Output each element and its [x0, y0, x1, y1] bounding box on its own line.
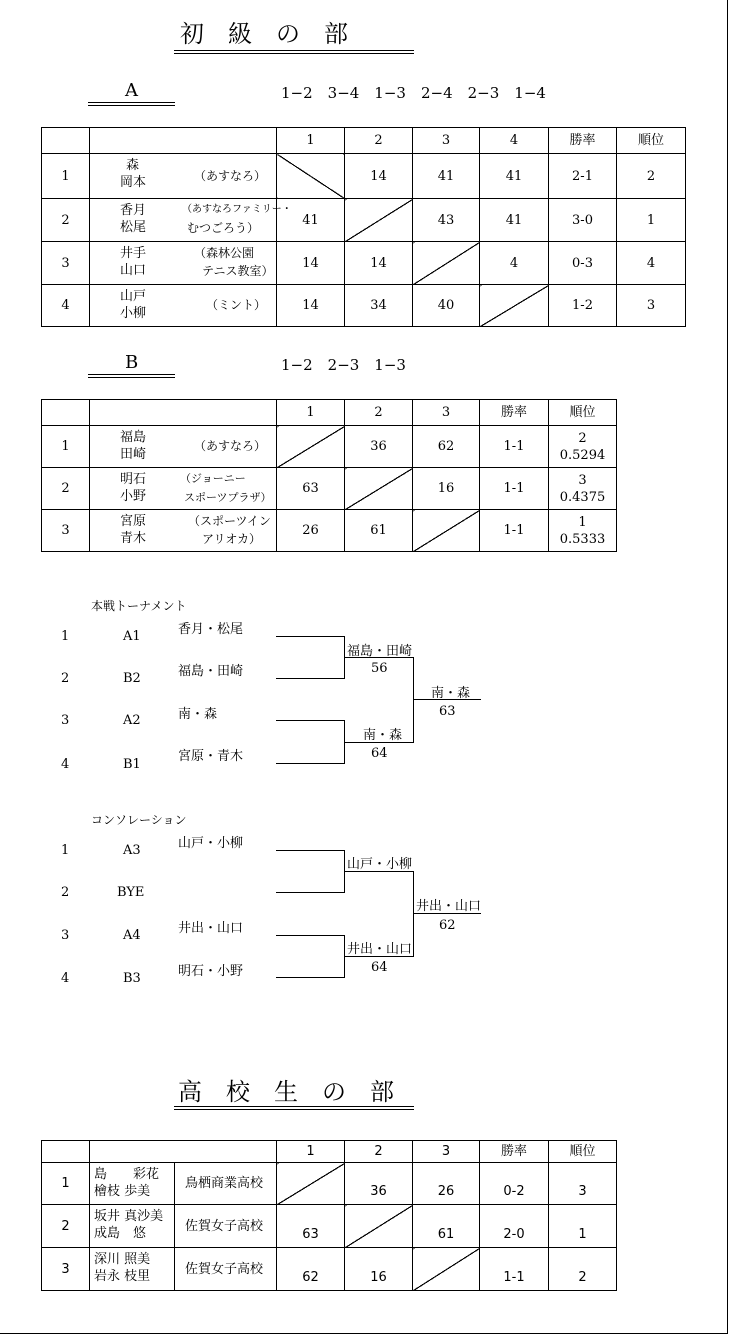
score-value: 16: [370, 1269, 387, 1285]
score-cell: 34: [345, 285, 413, 327]
rank-value: 2: [578, 1269, 587, 1285]
bracket-line: [276, 720, 345, 721]
score-cell: [277, 1205, 345, 1248]
club-name: テニス教室）: [202, 264, 274, 278]
score-cell: 26: [277, 510, 345, 552]
header-blank: [90, 400, 277, 426]
bracket-line: [276, 892, 345, 893]
score-cell: 41: [413, 154, 480, 199]
club-name: （森林公園: [194, 246, 255, 260]
entry-team: 南・森: [178, 707, 218, 722]
score-value: 36: [370, 1184, 387, 1199]
rank-cell: [549, 426, 617, 468]
player-name: 岡本: [120, 175, 147, 190]
self-match-cell: [277, 154, 345, 199]
table-row: [42, 510, 617, 552]
club-name: （ミント）: [206, 298, 267, 312]
score-cell: 63: [277, 468, 345, 510]
page-right-border: [727, 0, 728, 1333]
entry-seed: B1: [123, 757, 141, 772]
ratio-value: 0.5294: [559, 447, 606, 463]
table-row: [42, 242, 686, 285]
player-cell: [90, 1163, 175, 1205]
entry-team: 井出・山口: [178, 921, 244, 936]
semi1-winner: 山戸・小柳: [347, 857, 413, 872]
score-cell: 14: [345, 242, 413, 285]
entry-seed: A4: [123, 928, 141, 943]
rank-cell: [549, 1248, 617, 1291]
score-value: 62: [302, 1269, 319, 1285]
score-cell: 41: [480, 154, 549, 199]
bracket-line: [276, 763, 345, 764]
entry-team: 福島・田崎: [178, 664, 244, 679]
table-row: [42, 154, 686, 199]
club-name: むつごろう）: [187, 221, 260, 235]
table-row: [42, 285, 686, 327]
rank-cell: [549, 510, 617, 552]
school-cell: 佐賀女子高校: [175, 1248, 277, 1291]
group-a-underline: [88, 102, 175, 106]
player-name: 井手: [120, 246, 147, 261]
rank-cell: 3: [617, 285, 686, 327]
entry-number: 1: [61, 843, 70, 858]
final-winner: 南・森: [431, 686, 471, 701]
win-rate-value: 2-0: [503, 1226, 525, 1242]
player-name: 香月: [120, 203, 147, 218]
header-col-3: 3: [413, 128, 480, 154]
semi2-winner: 南・森: [363, 728, 403, 743]
bracket-line: [276, 935, 345, 936]
group-a-header-row: [42, 128, 686, 154]
beginner-title-underline: [174, 50, 414, 54]
score-value: 61: [437, 1226, 455, 1242]
row-number: 1: [42, 426, 90, 468]
table-row: [42, 1205, 617, 1248]
school-cell: 佐賀女子高校: [175, 1205, 277, 1248]
final-score: 63: [439, 704, 456, 719]
header-col-3: 3: [413, 400, 480, 426]
semi1-winner: 福島・田崎: [347, 644, 413, 659]
table-row: [42, 1248, 617, 1291]
player-name: 福島: [120, 430, 147, 445]
group-b-header-row: [42, 400, 617, 426]
rank-cell: 2: [617, 154, 686, 199]
score-cell: [277, 1248, 345, 1291]
entry-seed: A2: [123, 713, 141, 728]
player-name: 山戸: [120, 289, 147, 304]
header-rank: 順位: [617, 128, 686, 154]
score-value: 26: [437, 1184, 455, 1199]
player-name: 森: [126, 158, 140, 173]
player-name: 山口: [120, 263, 147, 278]
score-cell: 16: [413, 468, 480, 510]
header-col-3: 3: [413, 1141, 480, 1163]
rank-value: 3: [578, 1184, 587, 1199]
score-cell: 14: [345, 154, 413, 199]
row-number: 4: [42, 285, 90, 327]
self-match-cell: [345, 468, 413, 510]
score-cell: [413, 1205, 480, 1248]
player-cell: [90, 242, 277, 285]
club-name: アリオカ）: [202, 532, 262, 546]
semi2-winner: 井出・山口: [347, 942, 413, 957]
entry-seed: B3: [123, 971, 141, 986]
player-cell: [90, 154, 277, 199]
header-win-rate: 勝率: [549, 128, 617, 154]
header-blank: [42, 1141, 90, 1163]
player-name: 宮原: [120, 514, 147, 529]
score-cell: [345, 1163, 413, 1205]
group-a-match-order: 1−2 3−4 1−3 2−4 2−3 1−4: [281, 84, 546, 102]
player-name: 深川 照美: [94, 1252, 151, 1267]
entry-number: 2: [61, 885, 70, 900]
rank-cell: [549, 1163, 617, 1205]
club-name: スポーツプラザ）: [184, 491, 272, 504]
win-rate-value: 0-2: [503, 1184, 525, 1199]
row-number: 2: [42, 1205, 90, 1248]
player-name: 成島 悠: [94, 1226, 147, 1241]
header-rank: 順位: [549, 1141, 617, 1163]
semi2-score: 64: [371, 746, 388, 761]
player-cell: [90, 1205, 175, 1248]
header-col-2: 2: [345, 1141, 413, 1163]
page-bottom-border: [0, 1333, 728, 1334]
rank-cell: [549, 1205, 617, 1248]
beginner-title: 初 級 の 部: [180, 20, 348, 48]
bracket-line: [276, 977, 345, 978]
bracket-line: [276, 850, 345, 851]
rank-cell: [549, 468, 617, 510]
table-row: [42, 199, 686, 242]
win-rate-cell: 1-1: [480, 468, 549, 510]
self-match-cell: [480, 285, 549, 327]
player-cell: [90, 199, 292, 242]
score-cell: 41: [480, 199, 549, 242]
group-b-match-order: 1−2 2−3 1−3: [281, 356, 406, 374]
header-col-2: 2: [345, 400, 413, 426]
player-name: 小野: [120, 489, 147, 504]
table-row: [42, 468, 617, 510]
entry-number: 3: [61, 713, 70, 728]
score-cell: 61: [345, 510, 413, 552]
score-cell: 4: [480, 242, 549, 285]
rank-value: 3: [578, 472, 587, 488]
entry-team: 香月・松尾: [178, 622, 244, 637]
club-name: （あすなろ）: [194, 169, 267, 183]
win-rate-value: 1-1: [503, 1269, 525, 1285]
entry-seed: B2: [123, 671, 141, 686]
win-rate-cell: 1-1: [480, 426, 549, 468]
self-match-cell: [277, 426, 345, 468]
player-cell: [90, 468, 277, 510]
score-value: 63: [302, 1226, 319, 1242]
table-row: [42, 1163, 617, 1205]
rank-value: 1: [578, 1226, 587, 1242]
player-name: 明石: [120, 472, 147, 487]
header-col-1: 1: [277, 1141, 345, 1163]
group-b-table: [41, 399, 617, 552]
entry-number: 1: [61, 629, 70, 644]
ratio-value: 0.4375: [559, 489, 606, 505]
header-blank: [42, 400, 90, 426]
row-number: 2: [42, 199, 90, 242]
rank-cell: 1: [617, 199, 686, 242]
semi2-score: 64: [371, 960, 388, 975]
bracket-line: [276, 678, 345, 679]
header-blank: [42, 128, 90, 154]
entry-number: 4: [61, 971, 70, 986]
player-cell: [90, 426, 277, 468]
rank-value: 2: [578, 430, 587, 446]
bracket-line: [276, 636, 345, 637]
entry-number: 4: [61, 757, 70, 772]
club-name: （ジョーニー: [180, 472, 246, 485]
win-rate-cell: [480, 1163, 549, 1205]
score-cell: 40: [413, 285, 480, 327]
final-score: 62: [439, 918, 456, 933]
header-blank: [90, 128, 277, 154]
entry-team: 山戸・小柳: [178, 836, 244, 851]
highschool-title-underline: [174, 1106, 414, 1110]
highschool-header-row: [42, 1141, 617, 1163]
header-blank: [90, 1141, 277, 1163]
header-col-1: 1: [277, 400, 345, 426]
club-name: （スポーツイン: [188, 514, 271, 528]
score-cell: 14: [277, 285, 345, 327]
club-name: （あすなろ）: [194, 439, 267, 453]
win-rate-cell: 3-0: [549, 199, 617, 242]
school-cell: 鳥栖商業高校: [175, 1163, 277, 1205]
self-match-cell: [345, 1205, 413, 1248]
win-rate-cell: 1-1: [480, 510, 549, 552]
entry-team: 明石・小野: [178, 964, 244, 979]
semi1-score: 56: [371, 661, 388, 676]
ratio-value: 0.5333: [559, 531, 606, 547]
entry-number: 3: [61, 928, 70, 943]
row-number: 1: [42, 154, 90, 199]
bracket-line: [413, 657, 414, 743]
score-cell: [413, 1163, 480, 1205]
club-name: （あすなろファミリー・: [182, 204, 292, 215]
row-number: 1: [42, 1163, 90, 1205]
row-number: 3: [42, 242, 90, 285]
final-winner: 井出・山口: [416, 899, 482, 914]
self-match-cell: [413, 242, 480, 285]
player-name: 檜枝 歩美: [94, 1184, 151, 1199]
header-col-1: 1: [277, 128, 345, 154]
group-a-label: A: [125, 80, 138, 101]
win-rate-cell: [480, 1248, 549, 1291]
entry-number: 2: [61, 671, 70, 686]
score-cell: 62: [413, 426, 480, 468]
player-name: 坂井 真沙美: [94, 1209, 164, 1224]
bracket-line: [413, 871, 414, 957]
table-row: [42, 426, 617, 468]
score-cell: 14: [277, 242, 345, 285]
entry-team: 宮原・青木: [178, 749, 244, 764]
win-rate-cell: [480, 1205, 549, 1248]
header-col-4: 4: [480, 128, 549, 154]
header-rank: 順位: [549, 400, 617, 426]
win-rate-cell: 2-1: [549, 154, 617, 199]
win-rate-cell: 0-3: [549, 242, 617, 285]
player-cell: [90, 1248, 175, 1291]
main-tournament-title: 本戦トーナメント: [91, 599, 187, 613]
entry-seed: A1: [123, 629, 141, 644]
group-b-label: B: [125, 352, 139, 373]
self-match-cell: [413, 1248, 480, 1291]
player-name: 松尾: [120, 220, 147, 235]
highschool-title: 高 校 生 の 部: [178, 1078, 394, 1106]
player-name: 島 彩花: [94, 1167, 160, 1182]
row-number: 3: [42, 510, 90, 552]
header-win-rate: 勝率: [480, 1141, 549, 1163]
player-cell: [90, 510, 277, 552]
self-match-cell: [413, 510, 480, 552]
player-name: 田崎: [120, 447, 147, 462]
highschool-table: [41, 1140, 617, 1291]
group-a-table: [41, 127, 686, 327]
win-rate-cell: 1-2: [549, 285, 617, 327]
entry-seed: BYE: [117, 885, 145, 900]
player-name: 岩永 枝里: [94, 1269, 151, 1284]
rank-cell: 4: [617, 242, 686, 285]
rank-value: 1: [578, 514, 587, 530]
player-name: 青木: [120, 531, 147, 546]
score-cell: [345, 1248, 413, 1291]
score-cell: 36: [345, 426, 413, 468]
row-number: 3: [42, 1248, 90, 1291]
header-col-2: 2: [345, 128, 413, 154]
player-name: 小柳: [120, 306, 147, 321]
player-cell: [90, 285, 277, 327]
score-cell: 41: [277, 199, 345, 242]
row-number: 2: [42, 468, 90, 510]
score-cell: 43: [413, 199, 480, 242]
self-match-cell: [345, 199, 413, 242]
self-match-cell: [277, 1163, 345, 1205]
entry-seed: A3: [123, 843, 141, 858]
group-b-underline: [88, 374, 175, 378]
header-win-rate: 勝率: [480, 400, 549, 426]
consolation-title: コンソレーション: [91, 813, 187, 827]
